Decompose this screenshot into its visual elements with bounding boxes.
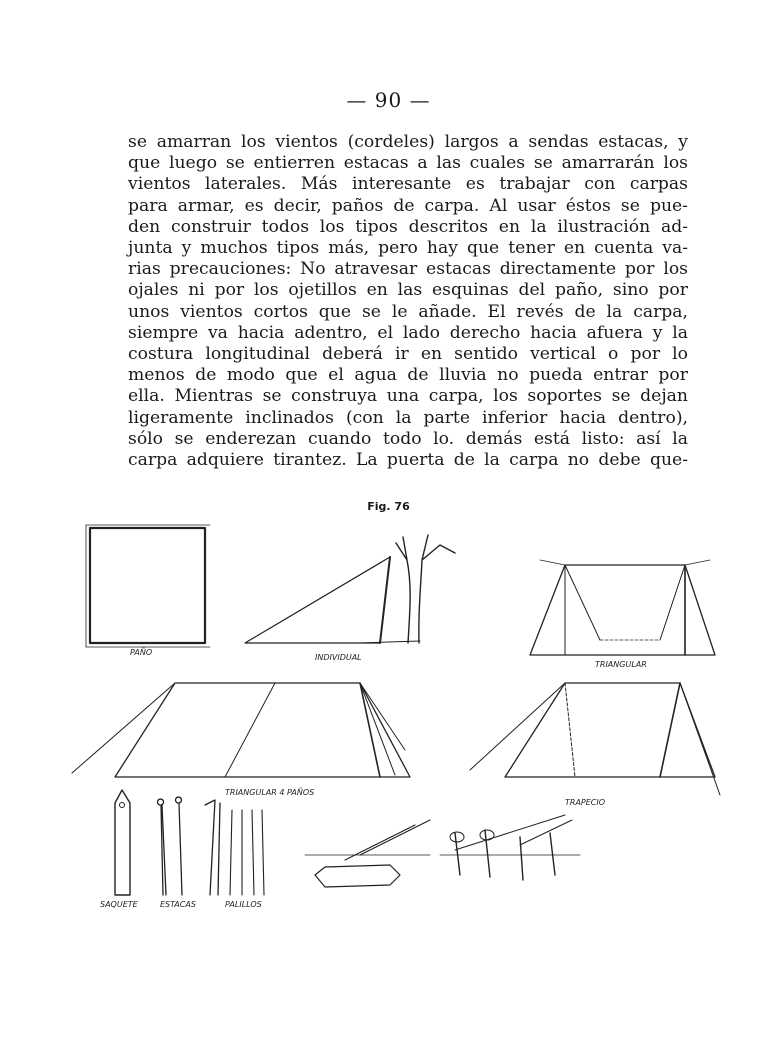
text-line: vientos laterales. Más interesante es trabajar con carpas [128,174,688,195]
text-line: costura longitudinal deberá ir en sentido vertical o por lo [128,344,688,365]
individual-drawing [245,535,455,643]
text-line: rias precauciones: No atravesar estacas directamente por los [128,259,688,280]
label-pano: PAÑO [130,648,153,657]
stake-details-drawing [305,815,580,887]
figure-caption: Fig. 76 [367,500,410,513]
label-estacas: ESTACAS [160,900,196,909]
body-text [128,132,688,471]
text-line: carpa adquiere tirantez. La puerta de la carpa no debe que- [128,450,688,471]
text-line: ligeramente inclinados (con la parte inferior hacia dentro), [128,407,688,428]
triangular-drawing [530,560,715,655]
pano-drawing [86,525,210,647]
text-line: ella. Mientras se construya una carpa, los soportes se dejan [128,386,688,407]
label-trapecio: TRAPECIO [565,798,606,807]
text-line: siempre va hacia adentro, el lado derecho hacia afuera y la [128,322,688,343]
text-line: sólo se enderezan cuando todo lo. demás está listo: así la [128,428,688,449]
figure-illustration [60,515,740,920]
text-line: den construir todos los tipos descritos en la ilustración ad- [128,216,688,237]
label-individual: INDIVIDUAL [315,653,362,662]
text-line: junta y muchos tipos más, pero hay que tener en cuenta va- [128,238,688,259]
label-triangular: TRIANGULAR [595,660,647,669]
text-line: se amarran los vientos (cordeles) largos a sendas estacas, y [128,132,688,152]
text-line: que luego se entierren estacas a las cuales se amarrarán los [128,153,688,174]
text-line: unos vientos cortos que se le añade. El revés de la carpa, [128,301,688,322]
label-saquete: SAQUETE [100,900,138,909]
label-triangular-4: TRIANGULAR 4 PAÑOS [225,788,315,797]
text-line: menos de modo que el agua de lluvia no pueda entrar por [128,365,688,386]
tools-drawing [115,790,264,895]
text-line: para armar, es decir, paños de carpa. Al usar éstos se pue- [128,195,688,216]
page-number: — 90 — [346,88,431,112]
label-palillos: PALILLOS [225,900,262,909]
figure-76 [60,515,740,920]
text-line: ojales ni por los ojetillos en las esquinas del paño, sino por [128,280,688,301]
triangular-4-panos-drawing [72,683,410,777]
trapecio-drawing [470,683,720,795]
